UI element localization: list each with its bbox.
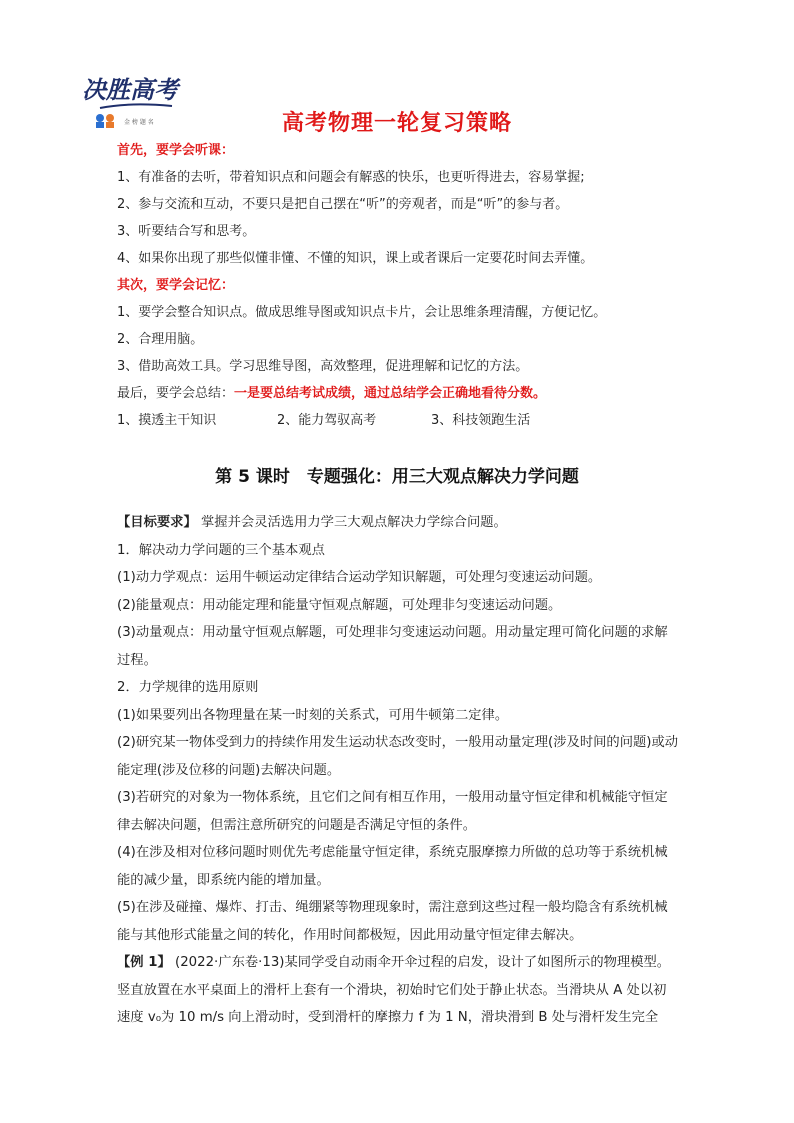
example-text: (2022·广东卷·13)某同学受自动雨伞开伞过程的启发，设计了如图所示的物理模型。竖直放置在水平桌面上的滑杆上套有一个滑块，初始时它们处于静止状态。当滑块从 A 处以初速度 v₀为 10 m/s 向上滑动时，受到滑杆的摩擦力 f 为 1 N，滑块滑到 B 处与滑杆发生完全 <box>117 955 671 1025</box>
section2-item-3: (3)若研究的对象为一物体系统，且它们之间有相互作用，一般用动量守恒定律和机械能守恒定律去解决问题，但需注意所研究的问题是否满足守恒的条件。 <box>117 790 668 833</box>
section2-item-4: (4)在涉及相对位移问题时则优先考虑能量守恒定律，系统克服摩擦力所做的总功等于系统机械能的减少量，即系统内能的增加量。 <box>117 845 668 888</box>
lesson-title: 第 5 课时 专题强化：用三大观点解决力学问题 <box>215 467 579 487</box>
section1-item-3: (3)动量观点：用动量守恒观点解题，可处理非匀变速运动问题。用动量定理可简化问题的求解过程。 <box>117 625 668 668</box>
example-paragraph <box>117 949 679 1032</box>
section1-item-1: (1)动力学观点：运用牛顿运动定律结合运动学知识解题，可处理匀变速运动问题。 <box>117 570 602 585</box>
summary-item-2: 2、能力驾驭高考 <box>277 413 377 428</box>
example-label: 【例 1】 <box>117 955 171 970</box>
logo-text: 决胜高考 <box>82 75 178 104</box>
summary-items <box>117 412 530 430</box>
goal-line <box>117 509 679 537</box>
section2-item-5: (5)在涉及碰撞、爆炸、打击、绳绷紧等物理现象时，需注意到这些过程一般均隐含有系统机械能与其他形式能量之间的转化，作用时间都极短，因此用动量守恒定律去解决。 <box>117 900 668 943</box>
first-heading: 首先，要学会听课： <box>117 143 235 158</box>
section2-title: 2．力学规律的选用原则 <box>117 680 259 695</box>
first-item-3: 3、听要结合写和思考。 <box>117 224 256 239</box>
last-line <box>117 385 546 403</box>
lesson-body <box>117 509 679 1032</box>
section2-item-1: (1)如果要列出各物理量在某一时刻的关系式，可用牛顿第二定律。 <box>117 707 509 723</box>
summary-item-1: 1、摸透主干知识 <box>117 413 217 428</box>
first-item-4: 4、如果你出现了那些似懂非懂、不懂的知识，课上或者课后一定要花时间去弄懂。 <box>117 251 594 266</box>
last-prefix: 最后，要学会总结： <box>117 386 235 401</box>
second-item-1: 1、要学会整合知识点。做成思维导图或知识点卡片，会让思维条理清醒，方便记忆。 <box>117 305 607 320</box>
summary-item-3: 3、科技领跑生活 <box>431 413 531 428</box>
first-item-2: 2、参与交流和互动，不要只是把自己摆在“听”的旁观者，而是“听”的参与者。 <box>117 197 569 212</box>
logo-subtext: 金 榜 题 名 <box>124 119 154 126</box>
page-title: 高考物理一轮复习策略 <box>281 111 512 136</box>
section2-item-2: (2)研究某一物体受到力的持续作用发生运动状态改变时，一般用动量定理(涉及时间的问题)或动能定理(涉及位移的问题)去解决问题。 <box>117 735 679 778</box>
goal-label: 【目标要求】 <box>117 515 197 530</box>
section1-title: 1．解决动力学问题的三个基本观点 <box>117 542 325 558</box>
second-heading: 其次，要学会记忆： <box>117 278 235 293</box>
first-item-1: 1、有准备的去听，带着知识点和问题会有解惑的快乐，也更听得进去，容易掌握; <box>117 170 585 185</box>
last-emphasis: 一是要总结考试成绩，通过总结学会正确地看待分数。 <box>234 386 547 401</box>
section1-item-2: (2)能量观点：用动能定理和能量守恒观点解题，可处理非匀变速运动问题。 <box>117 597 562 613</box>
goal-text: 掌握并会灵活选用力学三大观点解决力学综合问题。 <box>201 515 507 530</box>
second-item-2: 2、合理用脑。 <box>117 332 204 347</box>
second-item-3: 3、借助高效工具。学习思维导图，高效整理，促进理解和记忆的方法。 <box>117 359 529 374</box>
